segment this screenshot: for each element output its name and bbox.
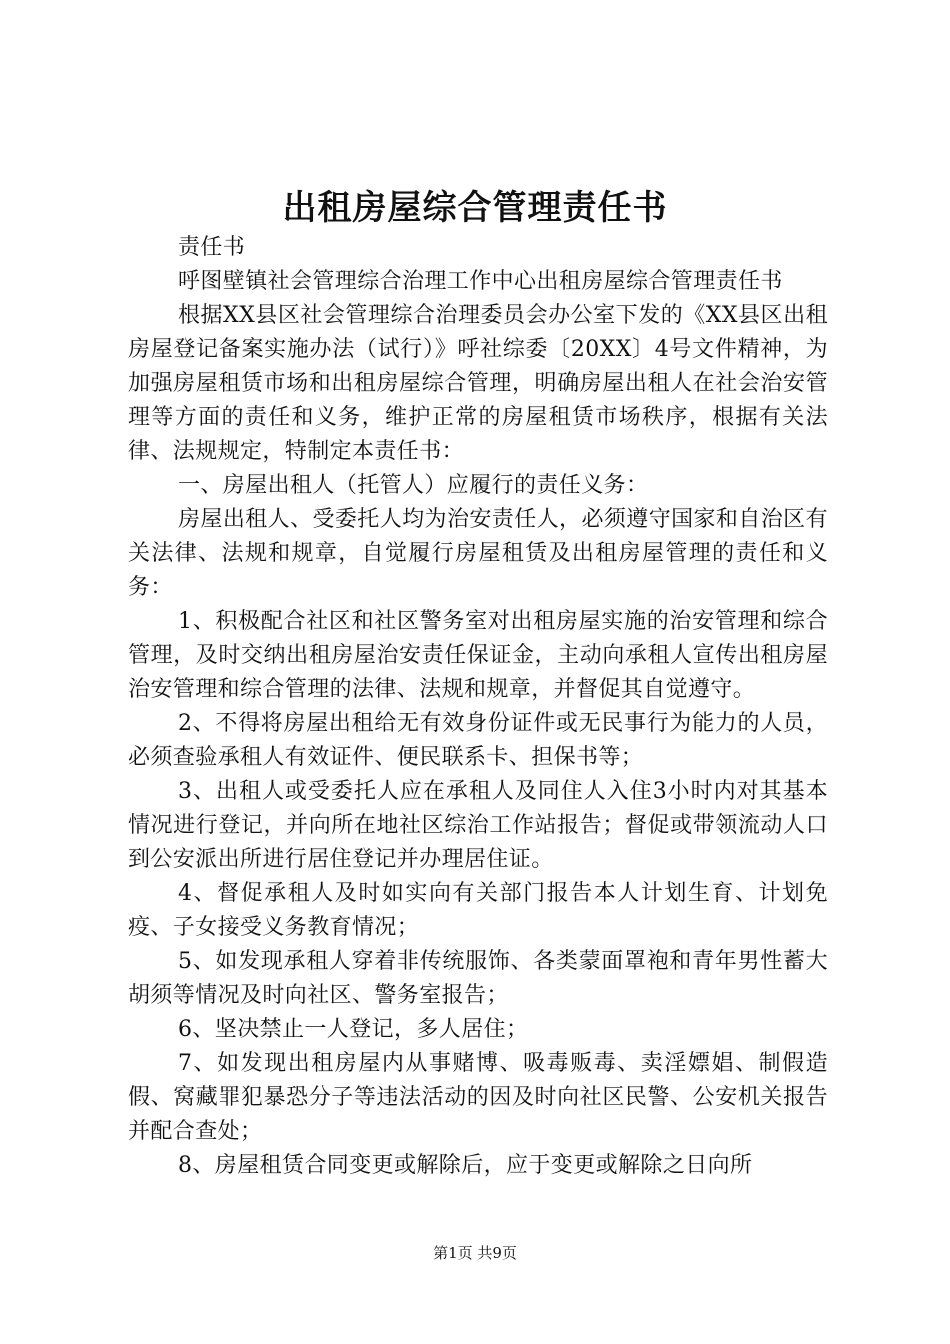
paragraph-heading: 责任书 bbox=[178, 235, 246, 260]
paragraph-section-one: 一、房屋出租人（托管人）应履行的责任义务： bbox=[178, 473, 649, 498]
paragraph-item-3: 3、出租人或受委托人应在承租人及同住人入住3小时内对其基本情况进行登记，并向所在地社区综治工作站报告；督促或带领流动人口到公安派出所进行居住登记并办理居住证。 bbox=[128, 779, 828, 872]
page-number-footer: 第1页 共9页 bbox=[433, 1244, 517, 1262]
paragraph-item-7: 7、如发现出租房屋内从事赌博、吸毒贩毒、卖淫嫖娼、制假造假、窝藏罪犯暴恐分子等违法活动的因及时向社区民警、公安机关报告并配合查处； bbox=[128, 1051, 828, 1144]
paragraph-item-1: 1、积极配合社区和社区警务室对出租房屋实施的治安管理和综合管理，及时交纳出租房屋治安责任保证金，主动向承租人宣传出租房屋治安管理和综合管理的法律、法规和规章，并督促其自觉遵守。 bbox=[128, 609, 828, 702]
paragraph-subtitle: 呼图壁镇社会管理综合治理工作中心出租房屋综合管理责任书 bbox=[178, 269, 783, 294]
paragraph-item-4: 4、督促承租人及时如实向有关部门报告本人计划生育、计划免疫、子女接受义务教育情况； bbox=[128, 881, 828, 940]
paragraph-item-8: 8、房屋租赁合同变更或解除后，应于变更或解除之日向所 bbox=[178, 1153, 753, 1178]
paragraph-item-6: 6、坚决禁止一人登记，多人居住； bbox=[178, 1017, 529, 1042]
document-title: 出租房屋综合管理责任书 bbox=[282, 188, 668, 228]
document-body bbox=[128, 231, 828, 1183]
paragraph-item-2: 2、不得将房屋出租给无有效身份证件或无民事行为能力的人员，必须查验承租人有效证件、便民联系卡、担保书等； bbox=[128, 711, 828, 770]
paragraph-preamble: 根据XX县区社会管理综合治理委员会办公室下发的《XX县区出租房屋登记备案实施办法（试行）》呼社综委〔20XX〕4号文件精神，为加强房屋租赁市场和出租房屋综合管理，明确房屋出租人在社会治安管理等方面的责任和义务，维护正常的房屋租赁市场秩序，根据有关法律、法规规定，特制定本责任书： bbox=[128, 303, 828, 464]
paragraph-item-5: 5、如发现承租人穿着非传统服饰、各类蒙面罩袍和青年男性蓄大胡须等情况及时向社区、警务室报告； bbox=[128, 949, 828, 1008]
paragraph-responsibility-intro: 房屋出租人、受委托人均为治安责任人，必须遵守国家和自治区有关法律、法规和规章，自觉履行房屋租赁及出租房屋管理的责任和义务： bbox=[128, 507, 828, 600]
